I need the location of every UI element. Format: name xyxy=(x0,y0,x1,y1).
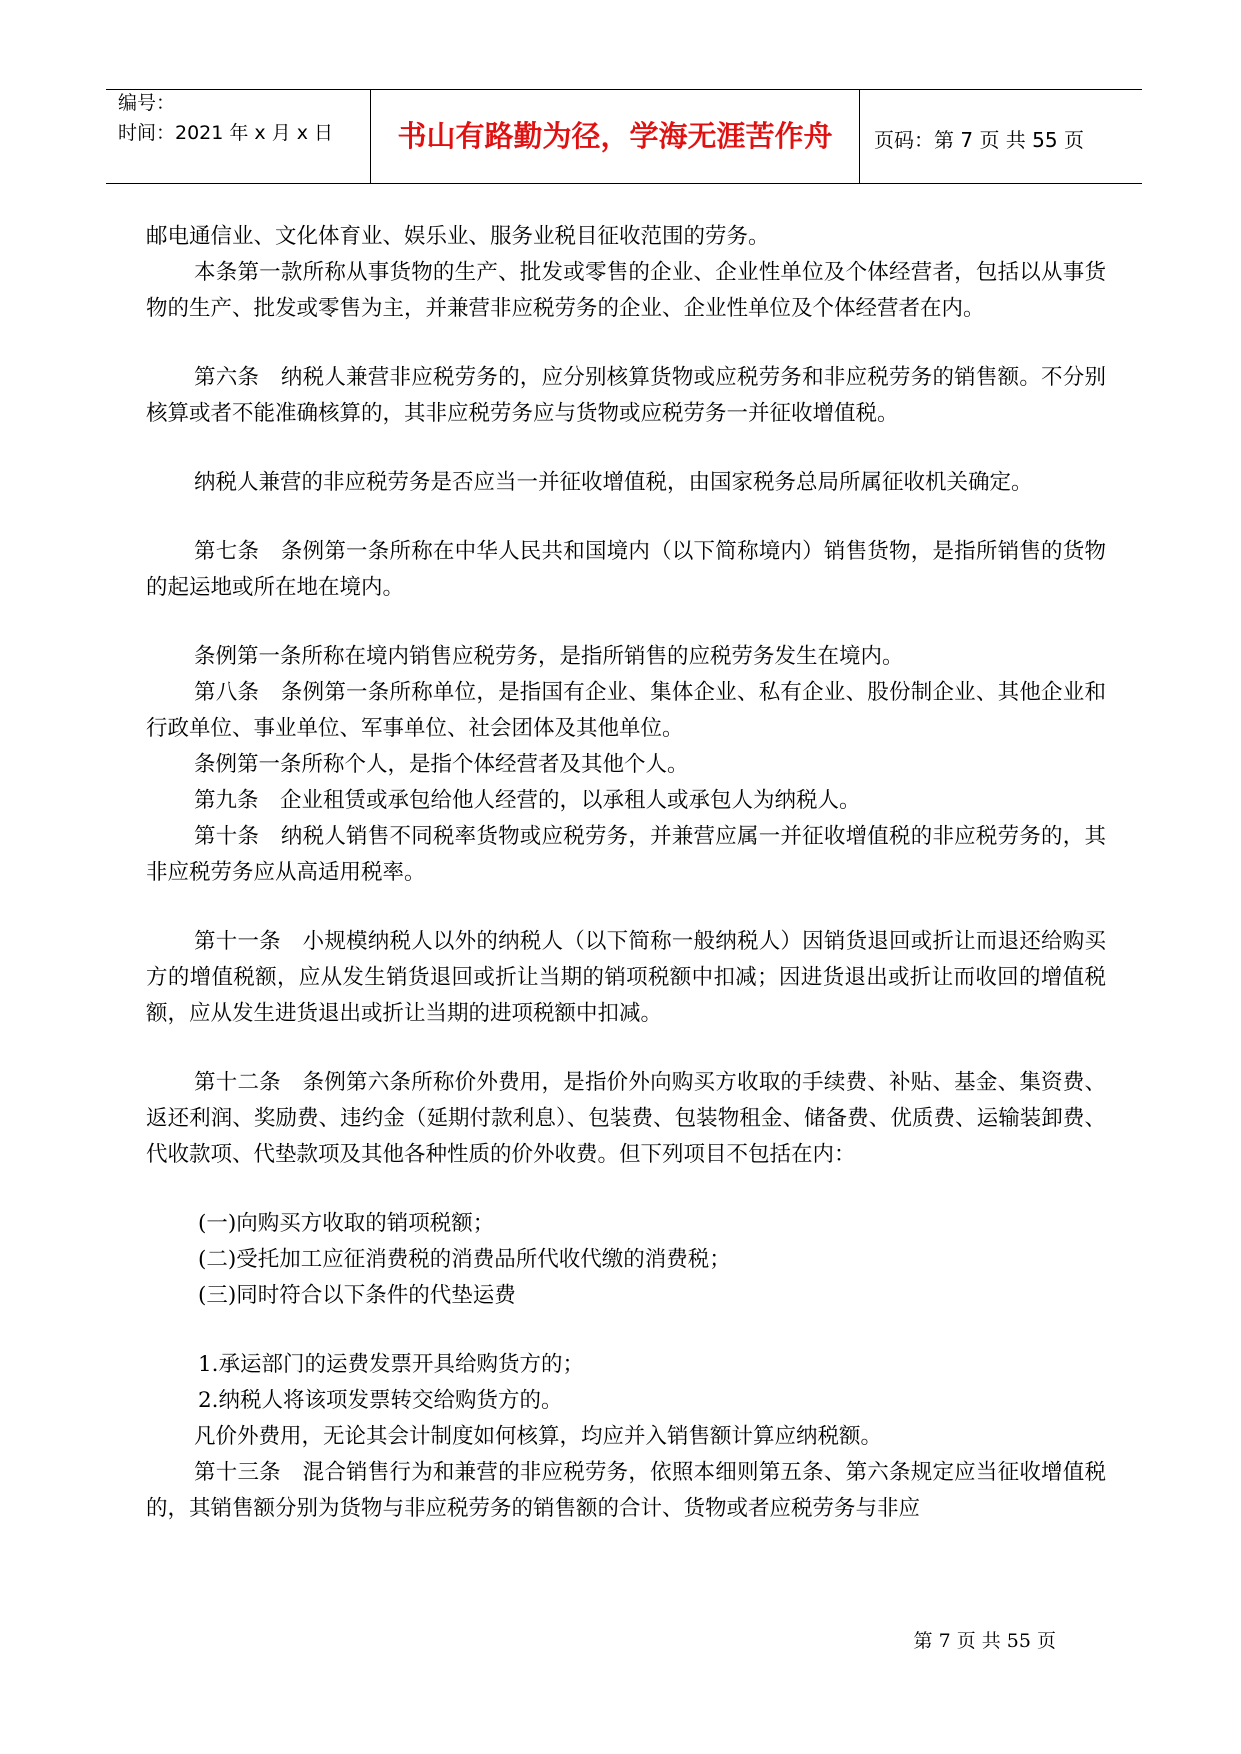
list-item: (一)向购买方收取的销项税额； xyxy=(198,1211,495,1236)
paragraph: 纳税人兼营的非应税劳务是否应当一并征收增值税，由国家税务总局所属征收机关确定。 xyxy=(194,470,1033,495)
document-body xyxy=(146,219,1106,1589)
paragraph: 第七条 条例第一条所称在中华人民共和国境内（以下简称境内）销售货物，是指所销售的货物的起运地或所在地在境内。 xyxy=(146,539,1106,600)
page-header xyxy=(106,89,1142,184)
list-item: (二)受托加工应征消费税的消费品所代收代缴的消费税； xyxy=(198,1247,731,1272)
header-page-cell xyxy=(858,90,1142,183)
paragraph: 凡价外费用，无论其会计制度如何核算，均应并入销售额计算应纳税额。 xyxy=(194,1424,883,1449)
paragraph: 第十条 纳税人销售不同税率货物或应税劳务，并兼营应属一并征收增值税的非应税劳务的，其非应税劳务应从高适用税率。 xyxy=(146,824,1106,885)
list-item: 2.纳税人将该项发票转交给购货方的。 xyxy=(198,1388,563,1413)
document-time-label: 时间：2021 年 x 月 x 日 xyxy=(118,122,334,144)
list-item: (三)同时符合以下条件的代垫运费 xyxy=(198,1283,516,1308)
paragraph: 条例第一条所称在境内销售应税劳务，是指所销售的应税劳务发生在境内。 xyxy=(194,644,904,669)
paragraph: 本条第一款所称从事货物的生产、批发或零售的企业、企业性单位及个体经营者，包括以从事货物的生产、批发或零售为主，并兼营非应税劳务的企业、企业性单位及个体经营者在内。 xyxy=(146,260,1106,321)
list-item: 1.承运部门的运费发票开具给购货方的； xyxy=(198,1352,585,1377)
paragraph: 条例第一条所称个人，是指个体经营者及其他个人。 xyxy=(194,752,689,777)
paragraph: 第十三条 混合销售行为和兼营的非应税劳务，依照本细则第五条、第六条规定应当征收增值税的，其销售额分别为货物与非应税劳务的销售额的合计、货物或者应税劳务与非应 xyxy=(146,1460,1106,1521)
header-page-code: 页码：第 7 页 共 55 页 xyxy=(874,128,1084,152)
header-motto: 书山有路勤为径，学海无涯苦作舟 xyxy=(397,119,833,153)
paragraph: 第六条 纳税人兼营非应税劳务的，应分别核算货物或应税劳务和非应税劳务的销售额。不分别核算或者不能准确核算的，其非应税劳务应与货物或应税劳务一并征收增值税。 xyxy=(146,365,1106,426)
header-motto-cell xyxy=(370,90,860,183)
paragraph: 邮电通信业、文化体育业、娱乐业、服务业税目征收范围的劳务。 xyxy=(146,224,770,249)
header-info-cell xyxy=(106,90,370,183)
document-number-label: 编号： xyxy=(118,92,176,114)
paragraph: 第八条 条例第一条所称单位，是指国有企业、集体企业、私有企业、股份制企业、其他企业和行政单位、事业单位、军事单位、社会团体及其他单位。 xyxy=(146,680,1106,741)
paragraph: 第九条 企业租赁或承包给他人经营的，以承租人或承包人为纳税人。 xyxy=(194,788,861,813)
paragraph: 第十一条 小规模纳税人以外的纳税人（以下简称一般纳税人）因销货退回或折让而退还给购买方的增值税额，应从发生销货退回或折让当期的销项税额中扣减；因进货退出或折让而收回的增值税额，应从发生进货退出或折让当期的进项税额中扣减。 xyxy=(146,929,1106,1026)
paragraph: 第十二条 条例第六条所称价外费用，是指价外向购买方收取的手续费、补贴、基金、集资费、返还利润、奖励费、违约金（延期付款利息）、包装费、包装物租金、储备费、优质费、运输装卸费、代收款项、代垫款项及其他各种性质的价外收费。但下列项目不包括在内： xyxy=(146,1070,1106,1167)
page-footer: 第 7 页 共 55 页 xyxy=(913,1630,1056,1652)
